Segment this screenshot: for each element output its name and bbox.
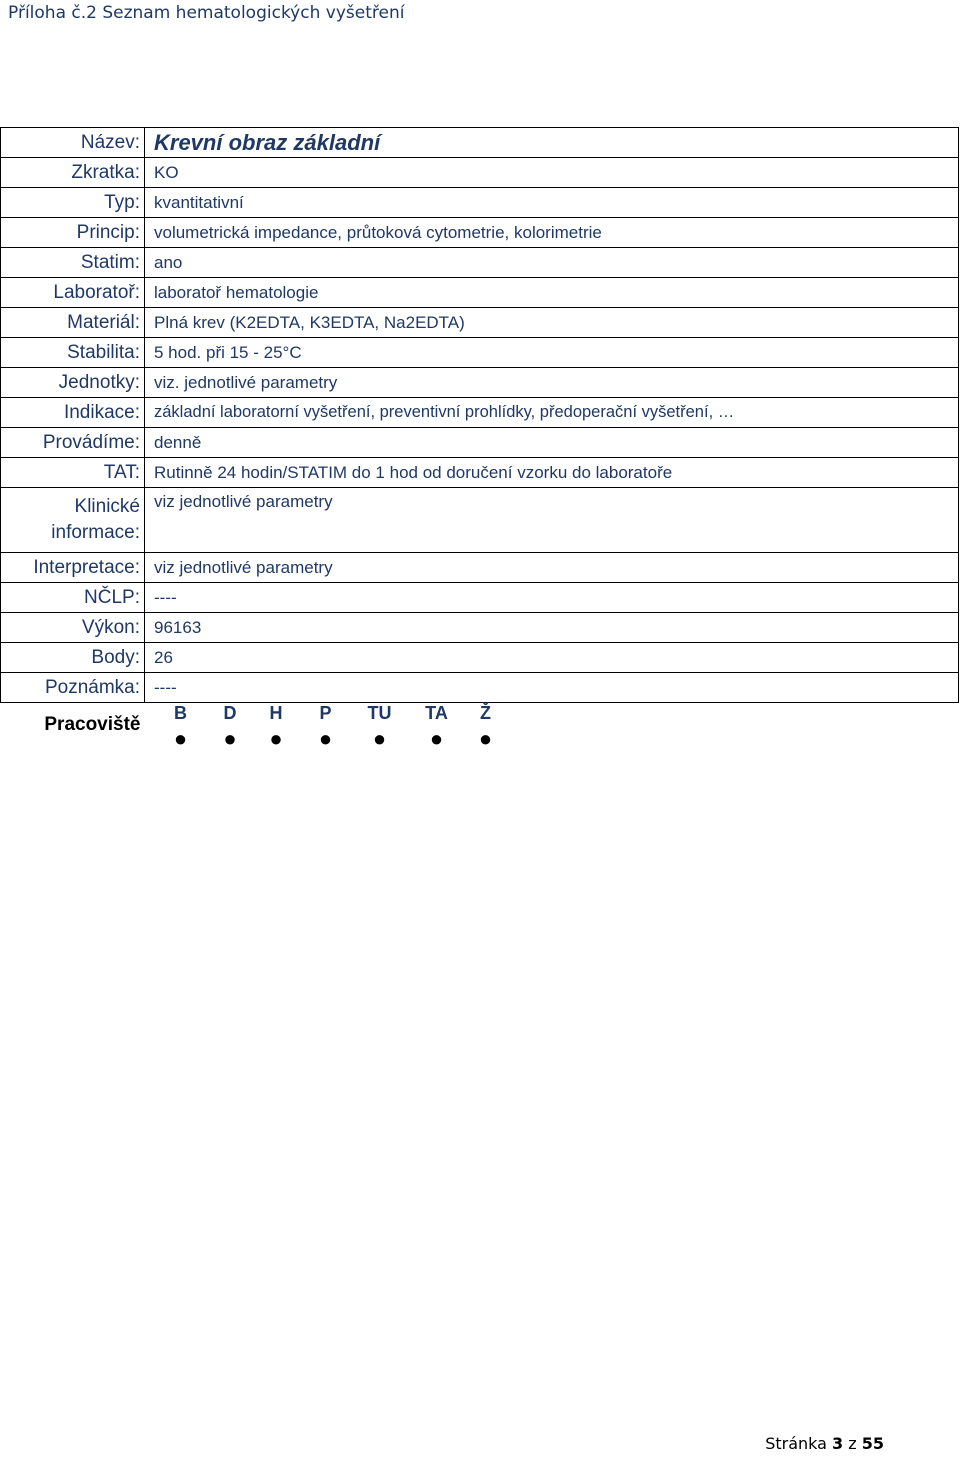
row-zkratka: [1, 158, 959, 188]
workplace-grid: [154, 700, 959, 752]
workplace-code: P: [319, 703, 332, 723]
value-jednotky: viz. jednotlivé parametry: [145, 368, 959, 398]
row-interpretace: [1, 553, 959, 583]
label-body: Body:: [1, 643, 145, 673]
workplace-dot-icon: ●: [318, 726, 333, 751]
workplace-column: [352, 700, 408, 752]
label-jednotky: Jednotky:: [1, 368, 145, 398]
workplace-code: TU: [367, 703, 392, 723]
row-typ: [1, 188, 959, 218]
value-tat: Rutinně 24 hodin/STATIM do 1 hod od doručení vzorku do laboratoře: [145, 458, 959, 488]
footer-prefix: Stránka: [765, 1434, 833, 1453]
value-interpretace: viz jednotlivé parametry: [145, 553, 959, 583]
workplace-code: Ž: [480, 703, 491, 723]
workplace-dot-icon: ●: [478, 726, 493, 751]
workplace-dot-icon: ●: [223, 726, 237, 751]
workplace-column: [154, 700, 208, 752]
value-vykon: 96163: [145, 613, 959, 643]
label-princip: Princip:: [1, 218, 145, 248]
label-interpretace: Interpretace:: [1, 553, 145, 583]
label-typ: Typ:: [1, 188, 145, 218]
label-poznamka: Poznámka:: [1, 673, 145, 703]
row-statim: [1, 248, 959, 278]
label-vykon: Výkon:: [1, 613, 145, 643]
workplace-column: [300, 700, 352, 752]
row-poznamka: [1, 673, 959, 703]
value-body: 26: [145, 643, 959, 673]
value-indikace: základní laboratorní vyšetření, preventivní prohlídky, předoperační vyšetření, …: [145, 398, 959, 428]
row-nclp: [1, 583, 959, 613]
row-stabilita: [1, 338, 959, 368]
label-klinicke-line2: informace:: [51, 522, 140, 543]
value-typ: kvantitativní: [145, 188, 959, 218]
page-footer: [765, 1434, 884, 1454]
label-statim: Statim:: [1, 248, 145, 278]
workplace-code: D: [223, 703, 237, 723]
label-nclp: NČLP:: [1, 583, 145, 613]
value-klinicke-informace: viz jednotlivé parametry: [145, 488, 959, 553]
label-pracoviste: [1, 703, 145, 756]
workplace-column: [466, 700, 506, 752]
workplace-column: [408, 700, 466, 752]
footer-page-number: 3: [832, 1434, 844, 1453]
workplace-column: [253, 700, 300, 752]
footer-page-total: 55: [861, 1434, 884, 1453]
footer-middle: z: [843, 1434, 862, 1453]
workplace-column: [208, 700, 253, 752]
row-vykon: [1, 613, 959, 643]
page-header: Příloha č.2 Seznam hematologických vyšetření: [8, 3, 405, 23]
label-tat: TAT:: [1, 458, 145, 488]
label-zkratka: Zkratka:: [1, 158, 145, 188]
value-statim: ano: [145, 248, 959, 278]
workplace-code: B: [174, 703, 187, 723]
label-provadime: Provádíme:: [1, 428, 145, 458]
row-jednotky: [1, 368, 959, 398]
value-princip: volumetrická impedance, průtoková cytometrie, kolorimetrie: [145, 218, 959, 248]
label-indikace: Indikace:: [1, 398, 145, 428]
row-princip: [1, 218, 959, 248]
row-pracoviste: [1, 703, 959, 756]
value-nazev: Krevní obraz základní: [145, 128, 959, 158]
row-body: [1, 643, 959, 673]
label-material: Materiál:: [1, 308, 145, 338]
label-laborator: Laboratoř:: [1, 278, 145, 308]
value-poznamka: ----: [145, 673, 959, 703]
exam-info-table: [0, 127, 959, 755]
workplace-dot-icon: ●: [372, 726, 387, 751]
workplace-dot-icon: ●: [269, 726, 283, 751]
value-provadime: denně: [145, 428, 959, 458]
workplace-code: H: [269, 703, 283, 723]
row-provadime: [1, 428, 959, 458]
value-stabilita: 5 hod. při 15 - 25°C: [145, 338, 959, 368]
value-zkratka: KO: [145, 158, 959, 188]
row-indikace: [1, 398, 959, 428]
value-nclp: ----: [145, 583, 959, 613]
value-material: Plná krev (K2EDTA, K3EDTA, Na2EDTA): [145, 308, 959, 338]
row-laborator: [1, 278, 959, 308]
row-nazev: [1, 128, 959, 158]
row-klinicke-informace: [1, 488, 959, 553]
pracoviste-label: Pracoviště: [44, 714, 141, 735]
workplace-code: TA: [425, 703, 448, 723]
label-stabilita: Stabilita:: [1, 338, 145, 368]
workplace-dot-icon: ●: [429, 726, 444, 751]
label-klinicke-informace: [1, 488, 145, 553]
label-nazev: Název:: [1, 128, 145, 158]
workplace-dot-icon: ●: [173, 726, 188, 751]
label-klinicke-line1: Klinické: [74, 496, 140, 517]
value-laborator: laboratoř hematologie: [145, 278, 959, 308]
row-tat: [1, 458, 959, 488]
row-material: [1, 308, 959, 338]
value-pracoviste: [145, 703, 959, 756]
